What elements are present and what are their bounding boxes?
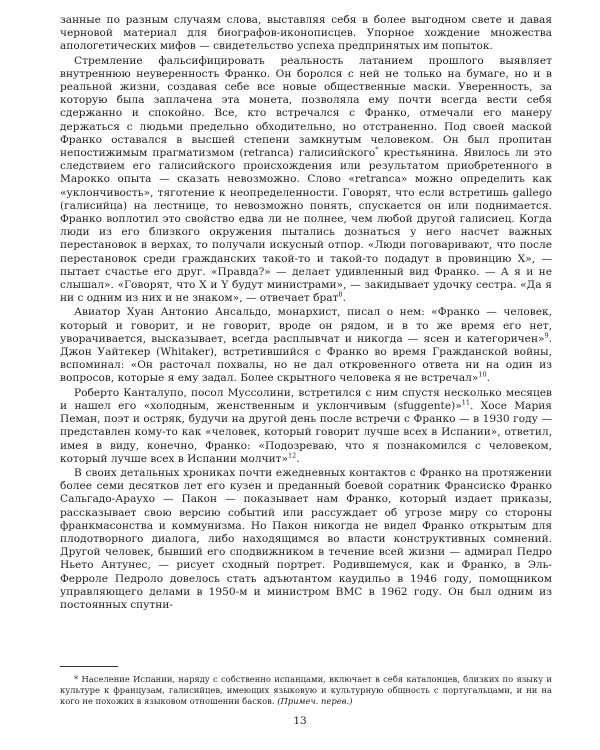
page-number: 13 (293, 715, 307, 727)
footnote-ref-8[interactable]: 8 (338, 290, 343, 299)
footnote-ref-10[interactable]: 10 (478, 370, 487, 379)
paragraph-ansaldo (60, 306, 552, 385)
text-segment: крестьянина. Явилось ли это следствием его галисийского происхождения или результатом приобретенного в Марокко опыта — сказать невозможно. Слово «retranca» можно определить как «уклончивость», тяготение к неопределенности. Говорят, что если встретишь gallego (галисийца) на лестнице, то невозможно понять, спускается он или поднимается. Франко воплотил это свойство едва ли не полнее, чем любой другой галисиец. Когда люди из его близкого окружения пытались дознаться у него насчет важных перестановок в верхах, то получали искусный отпор. «Люди поговаривают, что после перестановок среди гражданских такой-то и такой-то подадут в провинцию X», — пытает счастье его друг. «Правда?» — делает удивленный вид Франко. — А я и не слышал». «Говорят, что X и Y будут министрами», — закидывает удочку сестра. «Да я ни с одним из них и не знаком», — отвечает брат (60, 147, 552, 305)
text-segment: Стремление фальсифицировать реальность латанием прошлого выявляет внутреннюю неуверенность Франко. Он боролся с ней не только на бумаге, но и в реальной жизни, создавая себе все новые общественные маски. Уверенность, за которую была заплачена эта монета, позволяла ему почти всегда вести себя сдержанно и спокойно. Все, кто встречался с Франко, отмечали его манеру держаться с людьми предельно обходительно, но отстраненно. Под своей маской Франко оставался в высшей степени замкнутым человеком. Он был пропитан непостижимым прагматизмом (retranca) галисийского (60, 54, 552, 160)
footnote-text: Население Испании, наряду с собственно испанцами, включает в себя каталонцев, близких по языку и культуре к французам, галисийцев, имеющих языковую и культурную общность с португальцами, и ни на кого не похожих в языковом отношении басков. (60, 674, 552, 706)
text-segment: . (486, 372, 491, 385)
text-segment: . Джон Уайтекер (Whitaker), встретившийся с Франко во время Гражданской войны, вспоминал: «Он расточал похвалы, но не дал откровенного ответа ни на один из вопросов, которые я ему задал. Более скрытного человека я не встречал» (60, 332, 552, 385)
footnote-divider (60, 666, 118, 667)
text-segment: . (342, 292, 346, 305)
text-segment: . Хосе Мария Пеман, поэт и остряк, будучи на другой день после встречи с Франко — в 1930 году — представлен кому-то как «человек, который говорит лучше всех в Испании», ответил, имея в виду, конечно, Франко: «Подозреваю, что я познакомился с человеком, который лучше всех в Испании молчит» (60, 399, 552, 465)
paragraph-franco-uncertainty (60, 55, 552, 306)
footnote-ref-9[interactable]: 9 (544, 331, 549, 340)
text-segment: Авиатор Хуан Антонио Ансальдо, монархист, писал о нем: «Франко — человек, который и говорит, и не говорит, вроде он рядом, и в то же время его нет, уворачивается, высказывает, всегда расплывчат и никогда — ясен и категоричен» (60, 306, 552, 345)
paragraph-chronicles: В своих детальных хрониках почти ежедневных контактов с Франко на протяжении более семи десятков лет его кузен и преданный боевой соратник Франсиско Франко Сальгадо-Араухо — Пакон — показывает нам Франко, который издает приказы, рассказывает свою версию событий или рассуждает об угрозе миру со стороны франкмасонства и коммунизма. Но Пакон никогда не видел Франко открытым для плодотворного диалога, либо находящимся во власти конструктивных сомнений. Другой человек, бывший его сподвижником в течение всей жизни — адмирал Педро Ньето Антунес, — рисует сходный портрет. Родившемуся, как и Франко, в Эль-Ферроле Педроло довелось стать адъютантом каудильо в 1946 году, помощником управляющего делами в 1950-м и министром ВМС в 1962 году. Он был одним из постоянных спутни- (60, 466, 552, 611)
footnote (60, 674, 552, 707)
translator-note: (Примеч. перев.) (277, 696, 353, 706)
text-segment: . (296, 452, 300, 465)
paragraph-continuation: занные по разным случаям слова, выставляя себя в более выгодном свете и давая черновой материал для биографов-иконописцев. Упорное хождение множества апологетических мифов — свидетельство успеха предпринятых им попыток. (60, 14, 552, 53)
paragraph-cantalupo (60, 387, 552, 466)
text-segment: Роберто Канталупо, посол Муссолини, встретился с ним спустя несколько месяцев и нашел его «холодным, женственным и уклончивым (sfuggente)» (60, 386, 552, 412)
footnote-marker[interactable]: * (375, 145, 379, 154)
page-body (60, 14, 552, 612)
footnote-ref-12[interactable]: 12 (288, 451, 297, 460)
footnote-ref-11[interactable]: 11 (461, 398, 470, 407)
footnote-mark: * (74, 674, 79, 684)
